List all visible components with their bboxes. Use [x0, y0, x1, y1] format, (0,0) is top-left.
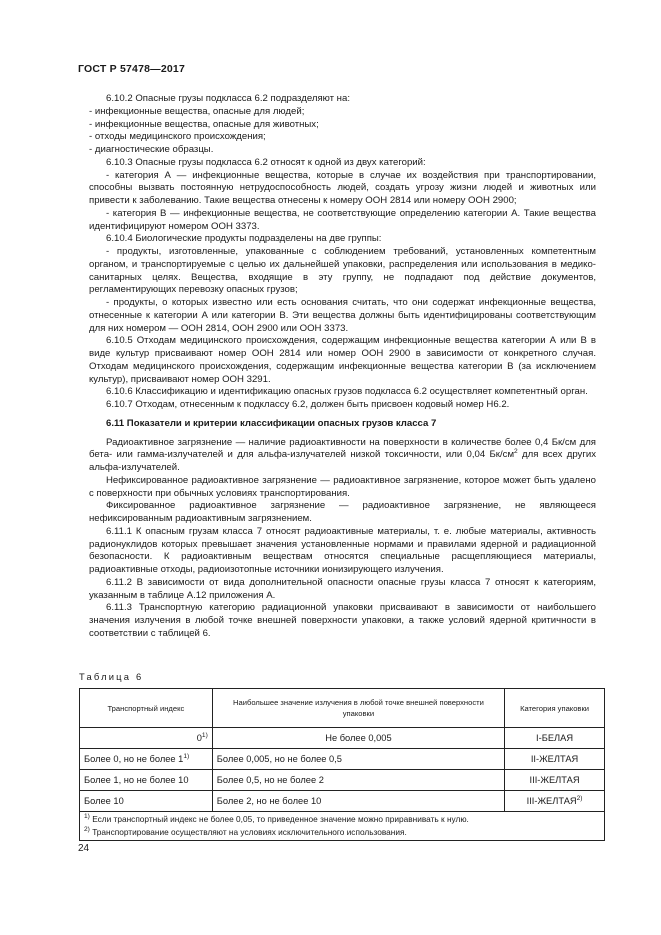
cell-index: 0$^{1)}$ [80, 728, 213, 749]
body-text [89, 93, 596, 641]
table-row [80, 770, 605, 791]
cell-index: Более 1, но не более 10 [80, 770, 213, 791]
cell-radiation: Не более 0,005 [212, 728, 504, 749]
table-note: $^{2)}$ Транспортирование осуществляют на условиях исключительного использования. [84, 826, 407, 837]
cell-radiation: Более 0,5, но не более 2 [212, 770, 504, 791]
paragraph: 6.10.5 Отходам медицинского происхождения, содержащим инфекционные вещества категории А или В в виде культур присваивают номер ООН 2814 или номер ООН 2900 в зависимости от конкретного случая. Отходам медицинского происхождения, содержащим инфекционные вещества категории В (за исключением культур), присваивают номер ООН 3291. [89, 335, 596, 385]
list-item: - диагностические образцы. [89, 144, 214, 155]
cell-radiation: Более 0,005, но не более 0,5 [212, 749, 504, 770]
cell-category: III-ЖЕЛТАЯ$^{2)}$ [505, 791, 605, 812]
paragraph: 6.11.2 В зависимости от вида дополнительной опасности опасные грузы класса 7 относят к категориям, указанным в таблице А.12 приложения А. [89, 576, 596, 601]
contamination-text-end: для всех других альфа-излучателей. [89, 449, 596, 473]
header-package-category: Категория упаковки [505, 689, 605, 728]
cell-category: III-ЖЕЛТАЯ [505, 770, 605, 791]
table-notes [80, 812, 605, 841]
paragraph: 6.11.1 К опасным грузам класса 7 относят радиоактивные материалы, т. е. любые материалы, активность радионуклидов которых превышает значения установленные нормами и правилами ядерной и радиационной безопасности. К радиоактивным веществам относятся специальные расщепляющиеся материалы, радиоактивные отходы, радиоизотопные источники ионизирующего излучения. [89, 525, 596, 575]
table-row [80, 791, 605, 812]
section-title: 6.11 Показатели и критерии классификации опасных грузов класса 7 [106, 417, 437, 429]
cell-index: Более 10 [80, 791, 213, 812]
paragraph: 6.10.7 Отходам, отнесенным к подклассу 6.2, должен быть присвоен кодовый номер Н6.2. [106, 399, 510, 410]
table-row [80, 749, 605, 770]
table-note: $^{1)}$ Если транспортный индекс не более 0,05, то приведенное значение можно приравнивать к нулю. [84, 813, 469, 824]
paragraph: - категория А — инфекционные вещества, которые в случае их воздействия при транспортировании, способны вызвать постоянную нетрудоспособность людей, создать угрозу жизни людей и животных или привести к заболеванию. Такие вещества отнесены к номеру ООН 2814 или номеру ООН 2900; [89, 169, 596, 206]
paragraph: Фиксированное радиоактивное загрязнение — радиоактивное загрязнение, не являющееся нефиксированным радиоактивным загрязнением. [89, 500, 596, 524]
paragraph: Нефиксированное радиоактивное загрязнение — радиоактивное загрязнение, которое может быть удалено с поверхности при обычных условиях транспортирования. [89, 474, 596, 499]
paragraph: - продукты, изготовленные, упакованные с соблюдением требований, установленных компетентным органом, и транспортируемые с целью их дальнейшей упаковки, распределения или использования в медико-санитарных целях. Вещества, входящие в эту группу, не подпадают под действие документов, регламентирующих перевозку опасных грузов; [89, 246, 596, 296]
table-caption: Таблица 6 [79, 671, 144, 682]
cell-category: I-БЕЛАЯ [505, 728, 605, 749]
cell-index: Более 0, но не более 1$^{1)}$ [80, 749, 213, 770]
paragraph: 6.11.3 Транспортную категорию радиационной упаковки присваивают в зависимости от наибольшего значения излучения в любой точке внешней поверхности упаковки, а также условий ядерной критичности в соответствии с таблицей 6. [89, 602, 596, 639]
paragraph: - продукты, о которых известно или есть основания считать, что они содержат инфекционные вещества, отнесенные к категории А или категории В. Эти вещества должны быть идентифицированы соответствующим для них номером — ООН 2814, ООН 2900 или ООН 3373. [89, 297, 596, 334]
superscript: 2 [514, 448, 518, 456]
header-transport-index: Транспортный индекс [80, 689, 213, 728]
paragraph: 6.10.6 Классификацию и идентификацию опасных грузов подкласса 6.2 осуществляет компетентный орган. [106, 386, 588, 398]
table-header-row [80, 689, 605, 728]
cell-radiation: Более 2, но не более 10 [212, 791, 504, 812]
page-number: 24 [78, 843, 90, 854]
paragraph: 6.10.4 Биологические продукты подразделены на две группы: [106, 233, 382, 245]
header-max-radiation: Наибольшее значение излучения в любой точке внешней поверхности упаковки [212, 689, 504, 728]
paragraph-contamination [89, 437, 596, 475]
paragraph: 6.10.2 Опасные грузы подкласса 6.2 подразделяют на: [106, 93, 350, 104]
standard-header: ГОСТ Р 57478—2017 [78, 63, 186, 75]
list-item: - отходы медицинского происхождения; [89, 131, 266, 143]
table-6 [79, 688, 605, 841]
contamination-text: Радиоактивное загрязнение — наличие радиоактивности на поверхности в количестве более 0,4 Бк/см для бета- или гамма-излучателей и для альфа-излучателей низкой токсичности, или 0,04 Бк/см [89, 436, 596, 461]
list-item: - инфекционные вещества, опасные для людей; [89, 105, 305, 117]
table-row [80, 728, 605, 749]
table-notes-row [80, 812, 605, 841]
paragraph: - категория В — инфекционные вещества, не соответствующие определению категории А. Такие вещества идентифицируют номером ООН 3373. [89, 207, 596, 232]
paragraph: 6.10.3 Опасные грузы подкласса 6.2 относят к одной из двух категорий: [106, 156, 426, 168]
cell-category: II-ЖЕЛТАЯ [505, 749, 605, 770]
list-item: - инфекционные вещества, опасные для животных; [89, 118, 319, 130]
